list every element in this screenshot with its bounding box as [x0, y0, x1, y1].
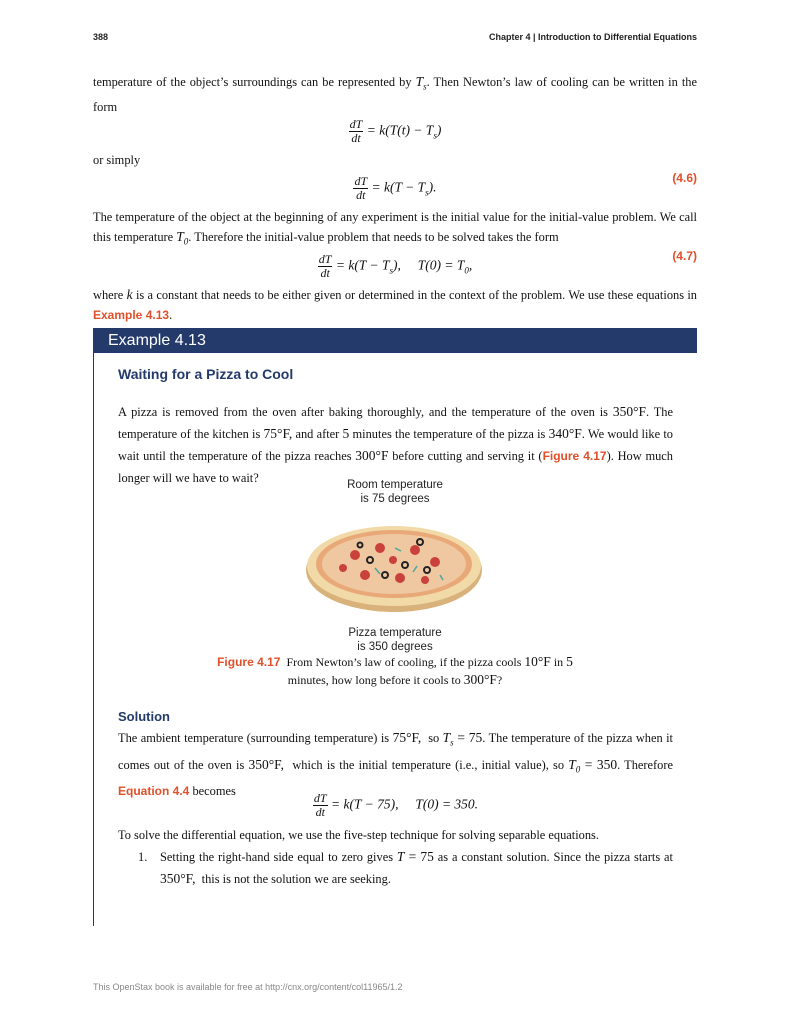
text-run: The temperature of the object at the beginning of any experiment is the initial value for the initial-value problem. We call this temperature: [93, 210, 701, 244]
cross-reference-link[interactable]: Equation 4.4: [118, 784, 190, 799]
subscript: 0: [464, 265, 469, 276]
initial-value-paragraph: [93, 207, 701, 252]
example-header: Example 4.13: [93, 328, 697, 353]
text-run: ?: [496, 673, 503, 687]
cross-reference-link[interactable]: Figure 4.17: [217, 655, 281, 669]
derivative-fraction: [313, 792, 328, 819]
equation-newton: [93, 118, 697, 145]
text-run: . Therefore: [617, 757, 677, 772]
room-temperature-label: Room temperature is 75 degrees: [347, 479, 443, 505]
subscript: s: [433, 130, 437, 141]
text-run: before cutting and serving it (: [388, 449, 543, 463]
equation-number[interactable]: (4.7): [672, 249, 697, 263]
subscript: 0: [183, 236, 189, 247]
fraction-numerator: dT: [318, 252, 332, 266]
equation-rhs: = k(T − T: [335, 257, 390, 273]
step-1-text: [160, 846, 677, 890]
text-run: and after: [292, 427, 343, 441]
text-run: minutes the temperature of the pizza is: [349, 427, 549, 441]
fraction-denominator: dt: [356, 188, 366, 202]
text-run: . We would like to wait until the temperature of the pizza reaches: [118, 427, 677, 463]
text-run: Setting the right-hand side equal to zero gives: [160, 850, 397, 864]
equation-4-6: [93, 171, 697, 202]
equation-rhs: = k(T − T: [371, 179, 426, 195]
math-variable: $T_s$: [415, 74, 427, 92]
text-run: . Therefore the initial-value problem that needs to be solved takes the form: [188, 230, 559, 244]
example-border: [93, 353, 94, 926]
math-value: 340°F: [548, 426, 582, 441]
math-value: 75°F,: [392, 730, 422, 745]
equation-rhs: = k(T − 75), T(0) = 350.: [330, 796, 479, 812]
text-run: minutes, how long before it cools to: [287, 655, 576, 687]
text-run: . The temperature of the kitchen is: [118, 405, 677, 441]
math-value: = 350: [580, 756, 618, 772]
text-run: .: [169, 308, 173, 322]
equation-tail: ), T(0) = T: [392, 257, 465, 273]
equation-tail: ,: [468, 257, 473, 273]
page-number: 388: [93, 32, 109, 42]
text-run: A pizza is removed from the oven after baking thoroughly, and the temperature of the oven is: [118, 405, 613, 419]
text-run: temperature of the object’s surroundings can be represented by: [93, 75, 416, 89]
text-run: The ambient temperature (surrounding temperature) is: [118, 731, 393, 745]
chapter-title: Chapter 4 | Introduction to Differential Equations: [488, 32, 697, 42]
math-value: 5: [342, 426, 350, 441]
math-value: = 75: [453, 730, 483, 745]
fraction-denominator: dt: [351, 131, 361, 145]
math-variable: k: [126, 287, 133, 302]
solution-heading: Solution: [118, 709, 170, 724]
math-value: 5: [566, 654, 573, 669]
cross-reference-link[interactable]: Example 4.13: [93, 308, 170, 322]
equation-number[interactable]: (4.6): [672, 171, 697, 185]
text-run: as a constant solution. Since the pizza starts at: [433, 850, 677, 864]
method-text: To solve the differential equation, we use the five-step technique for solving separable equations.: [118, 828, 599, 842]
equation-rhs: = k(T(t) − T: [366, 122, 434, 138]
text-run: . Then Newton’s law of cooling can be written in the form: [93, 75, 701, 114]
text-run: . The temperature of the pizza when it comes out of the oven is: [118, 731, 677, 772]
text-run: so: [421, 731, 443, 745]
text-run: in: [550, 655, 567, 669]
math-value: = 75: [404, 849, 434, 864]
math-variable: $T_0$: [568, 756, 581, 775]
intro-paragraph: [93, 72, 701, 117]
fraction-numerator: dT: [354, 174, 368, 188]
text-run: ). How much longer will we have to wait?: [118, 449, 677, 485]
math-variable: $T_0$: [176, 229, 189, 247]
math-value: 75°F,: [263, 426, 293, 441]
math-variable: $T_s$: [442, 730, 454, 748]
derivative-fraction: [349, 118, 364, 145]
equation-tail: ).: [428, 179, 437, 195]
equation-tail: ): [436, 122, 442, 138]
math-value: 10°F: [524, 654, 551, 669]
text-run: where: [93, 288, 127, 302]
fraction-denominator: dt: [315, 805, 325, 819]
subscript: s: [389, 265, 393, 276]
math-value: 300°F: [463, 672, 497, 687]
equation-pizza: [118, 792, 673, 819]
text-run: becomes: [189, 784, 236, 799]
text-run: which is the initial temperature (i.e., initial value), so: [283, 757, 569, 772]
fraction-denominator: dt: [320, 266, 330, 280]
math-variable: T: [396, 849, 405, 864]
problem-paragraph: [118, 401, 677, 489]
step-number: 1.: [138, 850, 148, 864]
text-run: From Newton’s law of cooling, if the pizza cools: [280, 655, 525, 669]
fraction-numerator: dT: [313, 791, 327, 805]
example-title: Waiting for a Pizza to Cool: [118, 366, 294, 382]
math-value: 300°F: [355, 448, 389, 463]
text-run: this is not the solution we are seeking.: [195, 872, 391, 886]
math-value: 350°F,: [160, 871, 196, 886]
derivative-fraction: [318, 253, 333, 280]
subscript: 0: [575, 764, 581, 775]
footer-text: This OpenStax book is available for free at http://cnx.org/content/col11965/1.2: [93, 982, 403, 992]
pizza-illustration: [305, 520, 483, 614]
constant-k-paragraph: [93, 285, 701, 325]
equation-4-7: [93, 249, 697, 280]
math-value: 350°F,: [248, 756, 284, 772]
subscript: s: [450, 737, 454, 748]
or-simply-text: or simply: [93, 153, 141, 167]
pizza-temperature-label: Pizza temperature is 350 degrees: [348, 627, 442, 653]
math-value: 350°F: [612, 404, 646, 419]
derivative-fraction: [353, 175, 368, 202]
text-run: is a constant that needs to be either given or determined in the context of the problem. We use these equations in: [132, 288, 701, 302]
figure-caption: [200, 653, 590, 689]
fraction-numerator: dT: [349, 117, 363, 131]
cross-reference-link[interactable]: Figure 4.17: [542, 449, 607, 463]
subscript: s: [423, 81, 427, 92]
subscript: s: [425, 187, 429, 198]
